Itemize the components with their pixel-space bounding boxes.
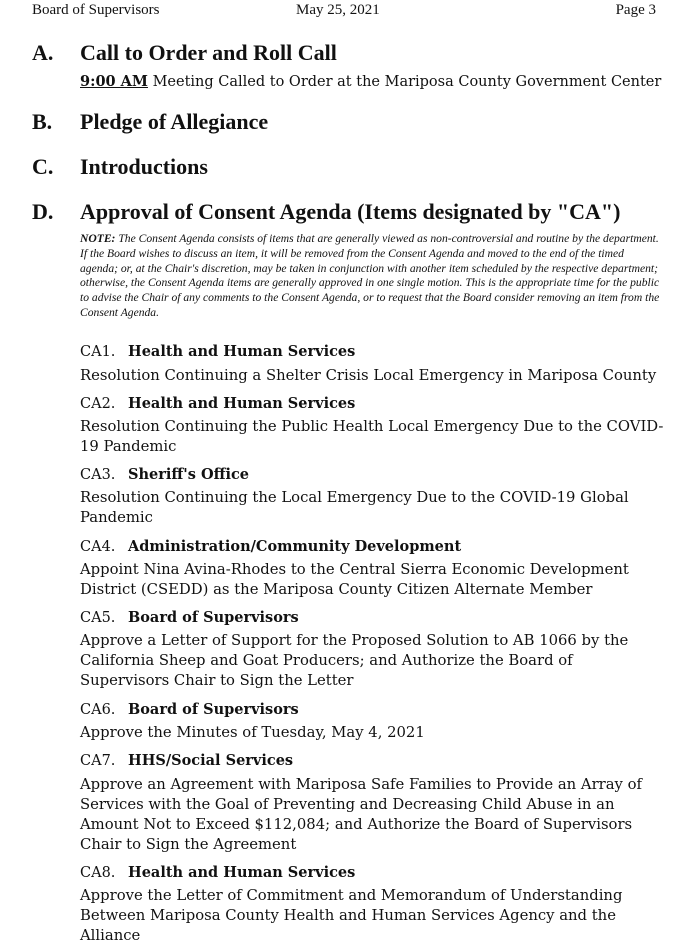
item-description: Resolution Continuing the Public Health Local Emergency Due to the COVID-19 Pandemic [80,418,664,455]
item-number: CA4. [80,539,116,555]
item-department: Board of Supervisors [128,701,299,718]
item-description: Approve a Letter of Support for the Proposed Solution to AB 1066 by the California Sheep and Goat Producers; and Authorize the Board of Supervisors Chair to Sign the Letter [80,632,629,689]
consent-item-heading [80,609,299,626]
note-text: The Consent Agenda consists of items that are generally viewed as non-controversial and routine by the department. If the Board wishes to discuss an item, it will be removed from the Consent Agenda and moved to the end of the timed agenda; or, at the Chair's discretion, may be taken in conjunction with another item scheduled by the respective department; otherwise, the Consent Agenda items are generally approved in one single motion. This is the appropriate time for the public to advise the Chair of any comments to the Consent Agenda, or to request that the Board consider removing an item from the Consent Agenda. [80,232,660,319]
item-description: Approve the Minutes of Tuesday, May 4, 2021 [80,724,425,741]
section-title: Approval of Consent Agenda (Items designated by "CA") [80,199,621,224]
section-letter: A. [32,40,54,65]
consent-item-heading [80,864,355,881]
item-number: CA7. [80,753,116,769]
section-letter: D. [32,199,54,224]
meeting-called-line [80,73,661,90]
item-number: CA1. [80,344,116,360]
item-number: CA6. [80,702,116,718]
section-title: Call to Order and Roll Call [80,40,337,65]
item-description: Resolution Continuing the Local Emergency Due to the COVID-19 Global Pandemic [80,489,629,526]
consent-item-heading [80,466,249,483]
item-department: Board of Supervisors [128,609,299,626]
item-number: CA8. [80,865,116,881]
meeting-time: 9:00 AM [80,73,148,90]
consent-item-heading [80,752,293,769]
item-department: Health and Human Services [128,343,356,360]
item-department: Administration/Community Development [128,538,462,555]
page-header [32,2,656,24]
consent-item-heading [80,395,355,412]
item-number: CA3. [80,467,116,483]
consent-item-heading [80,701,299,718]
section-title: Introductions [80,154,208,179]
item-description: Resolution Continuing a Shelter Crisis Local Emergency in Mariposa County [80,367,657,384]
consent-item-heading [80,538,461,555]
item-department: HHS/Social Services [128,752,294,769]
header-date: May 25, 2021 [296,2,380,18]
item-description: Approve an Agreement with Mariposa Safe Families to Provide an Array of Services with the Goal of Preventing and Decreasing Child Abuse in an Amount Not to Exceed $112,084; and Authorize the Board of Supervisors Chair to Sign the Agreement [80,776,642,853]
item-description: Approve the Letter of Commitment and Memorandum of Understanding Between Mariposa County Health and Human Services Agency and the Alliance [80,887,623,944]
item-number: CA5. [80,610,116,626]
item-department: Health and Human Services [128,864,356,881]
consent-agenda-note [80,232,660,321]
item-description: Appoint Nina Avina-Rhodes to the Central Sierra Economic Development District (CSEDD) as the Mariposa County Citizen Alternate Member [80,561,629,598]
header-board-name: Board of Supervisors [32,2,160,18]
item-department: Health and Human Services [128,395,356,412]
header-page-number: Page 3 [615,2,656,18]
section-letter: B. [32,109,53,134]
meeting-text: Meeting Called to Order at the Mariposa County Government Center [152,74,662,90]
item-number: CA2. [80,396,116,412]
section-letter: C. [32,154,54,179]
note-label: NOTE: [80,232,116,245]
section-title: Pledge of Allegiance [80,109,269,134]
item-department: Sheriff's Office [128,466,250,483]
consent-item-heading [80,343,355,360]
